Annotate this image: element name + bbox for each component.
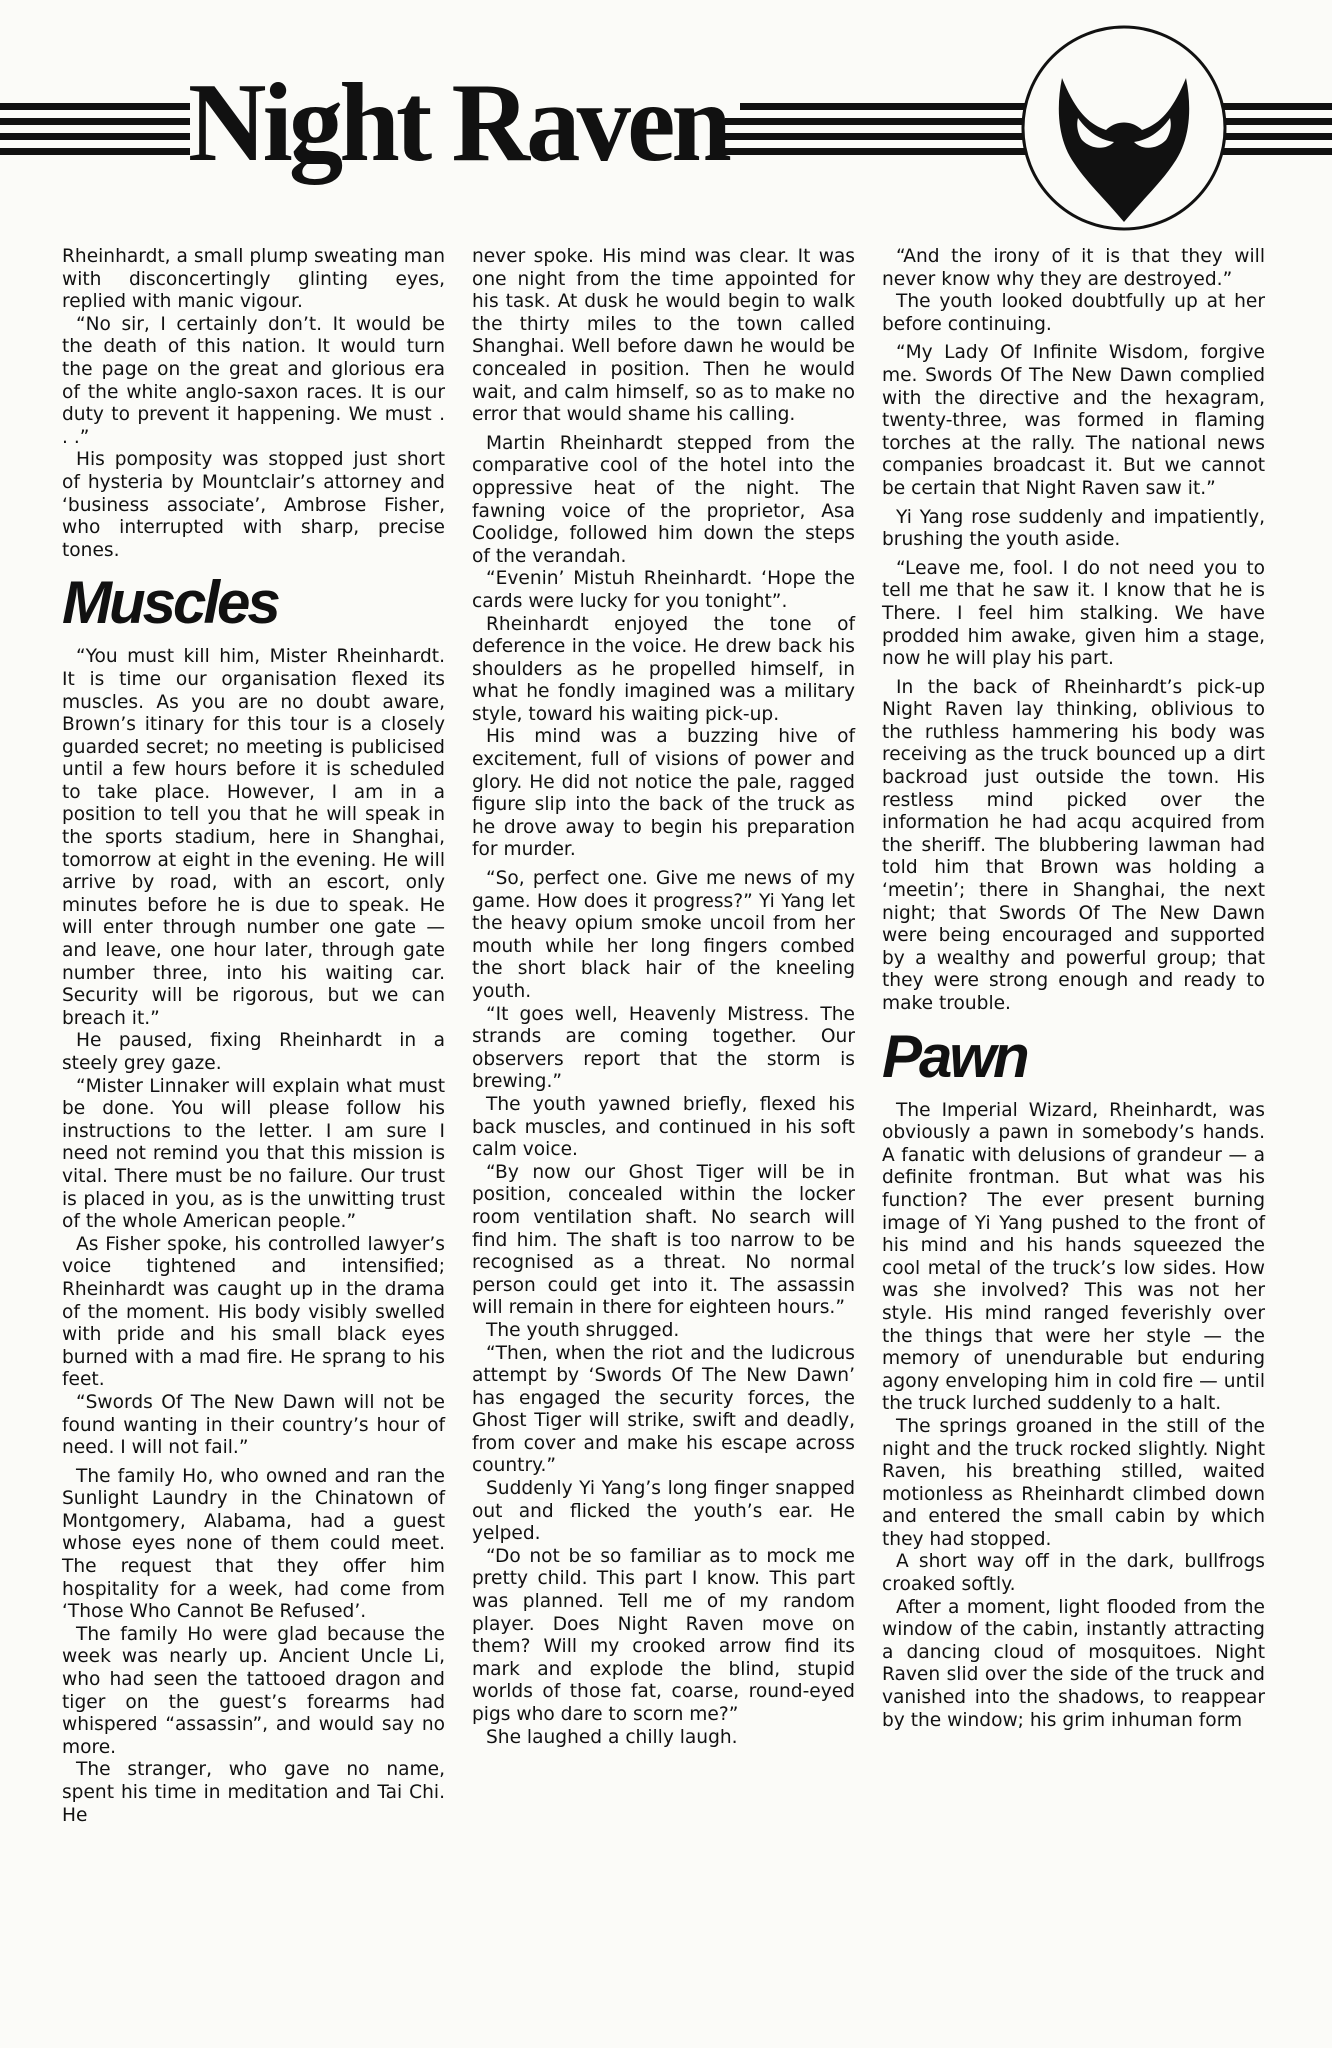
speed-line [0, 133, 190, 140]
paragraph: After a moment, light flooded from the window of the cabin, instantly attracting a dancing cloud of mosquitoes. Night Raven slid over the side of the truck and vanished into the shadows, to reappear by the window; his grim inhuman form [882, 1596, 1265, 1731]
paragraph: Rheinhardt, a small plump sweating man with disconcertingly glinting eyes, replied with manic vigour. [62, 246, 445, 313]
paragraph: Suddenly Yi Yang’s long finger snapped out and flicked the youth’s ear. He yelped. [472, 1478, 855, 1545]
section-heading-pawn: Pawn [882, 1022, 1027, 1090]
speed-line [725, 118, 1030, 125]
masthead [0, 0, 1332, 235]
paragraph: His pomposity was stopped just short of hysteria by Mountclair’s attorney and ‘business associate’, Ambrose Fisher, who interrupted with sharp, precise tones. [62, 449, 445, 561]
section-heading-muscles: Muscles [62, 569, 278, 637]
paragraph: “It goes well, Heavenly Mistress. The strands are coming together. Our observers report that the storm is brewing.” [472, 1003, 855, 1093]
paragraph: The youth shrugged. [486, 1319, 680, 1341]
speed-line [1218, 118, 1332, 125]
column-3 [882, 246, 1265, 1732]
speed-line [1218, 103, 1332, 110]
paragraph: The Imperial Wizard, Rheinhardt, was obviously a pawn in somebody’s hands. A fanatic with delusions of grandeur — a definite frontman. But what was his function? The ever present burning image of Yi Yang pushed to the front of his mind and his hands squeezed the cool metal of the truck’s low sides. How was she involved? This was not her style. His mind ranged feverishly over the things that were her style — the memory of unendurable but enduring agony enveloping him in cold fire — until the truck lurched suddenly to a halt. [882, 1099, 1265, 1415]
paragraph: “Swords Of The New Dawn will not be found wanting in their country’s hour of need. I will not fail.” [62, 1391, 445, 1459]
paragraph: Martin Rheinhardt stepped from the comparative cool of the hotel into the oppressive heat of the night. The fawning voice of the proprietor, Asa Coolidge, followed him down the steps of the verandah. [472, 432, 855, 567]
paragraph: Rheinhardt enjoyed the tone of deference in the voice. He drew back his shoulders as he propelled himself, in what he fondly imagined was a military style, toward his waiting pick-up. [472, 613, 855, 725]
paragraph: “By now our Ghost Tiger will be in position, concealed within the locker room ventilation shaft. No search will find him. The shaft is too narrow to be recognised as a threat. No normal person could get into it. The assassin will remain in there for eighteen hours.” [472, 1161, 855, 1319]
paragraph: He paused, fixing Rheinhardt in a steely grey gaze. [62, 1030, 445, 1074]
paragraph: The family Ho were glad because the week was nearly up. Ancient Uncle Li, who had seen the tattooed dragon and tiger on the guest’s forearms had whispered “assassin”, and would say no more. [62, 1623, 445, 1758]
paragraph: “Leave me, fool. I do not need you to tell me that he saw it. I know that he is There. I feel him stalking. We have prodded him awake, given him a stage, now he will play his part. [882, 557, 1265, 670]
paragraph: She laughed a chilly laugh. [486, 1726, 738, 1748]
paragraph: “My Lady Of Infinite Wisdom, forgive me. Swords Of The New Dawn complied with the directive and the hexagram, twenty-three, was formed in flaming torches at the rally. The national news companies broadcast it. But we cannot be certain that Night Raven saw it.” [882, 342, 1265, 499]
paragraph: The family Ho, who owned and ran the Sunlight Laundry in the Chinatown of Montgomery, Alabama, had a guest whose eyes none of them could meet. The request that they offer him hospitality for a week, had come from ‘Those Who Cannot Be Refused’. [62, 1465, 445, 1623]
column-2 [472, 246, 855, 1749]
paragraph: “Evenin’ Mistuh Rheinhardt. ‘Hope the cards were lucky for you tonight”. [472, 568, 855, 612]
masthead-banner [0, 0, 1332, 235]
paragraph: “Do not be so familiar as to mock me pretty child. This part I know. This part was planned. Tell me of my random player. Does Night Raven move on them? Will my crooked arrow find its mark and explode the blind, stupid worlds of those fat, coarse, round-eyed pigs who dare to scorn me?” [472, 1545, 855, 1725]
speed-line [740, 103, 1030, 110]
paragraph: “So, perfect one. Give me news of my game. How does it progress?” Yi Yang let the heavy opium smoke uncoil from her mouth while her long fingers combed the short black hair of the kneeling youth. [472, 868, 855, 1002]
speed-line [1218, 148, 1332, 155]
paragraph: A short way off in the dark, bullfrogs croaked softly. [882, 1551, 1265, 1596]
paragraph: “No sir, I certainly don’t. It would be the death of this nation. It would turn the page on the great and glorious era of the white anglo-saxon races. It is our duty to prevent it happening. We must . . .” [62, 313, 445, 448]
speed-line [720, 133, 1030, 140]
paragraph: “You must kill him, Mister Rheinhardt. It is time our organisation flexed its muscles. As you are no doubt aware, Brown’s itinary for this tour is a closely guarded secret; no meeting is publicised until a few hours before it is scheduled to take place. However, I am in a position to tell you that he will speak in the sports stadium, here in Shanghai, tomorrow at eight in the evening. He will arrive by road, with an escort, only minutes before he is due to speak. He will enter through number one gate — and leave, one hour later, through gate number three, into his waiting car. Security will be rigorous, but we can breach it.” [62, 646, 445, 1029]
paragraph: “Then, when the riot and the ludicrous attempt by ‘Swords Of The New Dawn’ has engaged the security forces, the Ghost Tiger will strike, swift and deadly, from cover and make his escape across country.” [472, 1342, 855, 1477]
paragraph: The stranger, who gave no name, spent his time in meditation and Tai Chi. He [62, 1759, 445, 1826]
paragraph: never spoke. His mind was clear. It was one night from the time appointed for his task. At dusk he would begin to walk the thirty miles to the town called Shanghai. Well before dawn he would be concealed in position. Then he would wait, and calm himself, so as to make no error that would shame his calling. [472, 246, 855, 426]
speed-line [0, 148, 190, 155]
paragraph: As Fisher spoke, his controlled lawyer’s voice tightened and intensified; Rheinhardt was caught up in the drama of the moment. His body visibly swelled with pride and his small black eyes burned with a mad fire. He sprang to his feet. [62, 1233, 445, 1391]
paragraph: The youth looked doubtfully up at her before continuing. [882, 291, 1265, 335]
paragraph: “Mister Linnaker will explain what must be done. You will please follow his instructions to the letter. I am sure I need not remind you that this mission is vital. There must be no failure. Our trust is placed in you, as is the unwitting trust of the whole American people.” [62, 1075, 445, 1233]
raven-mask-emblem-icon [1023, 27, 1225, 229]
paragraph: The youth yawned briefly, flexed his back muscles, and continued in his soft calm voice. [472, 1093, 855, 1161]
paragraph: Yi Yang rose suddenly and impatiently, brushing the youth aside. [882, 506, 1265, 551]
masthead-title: Night Raven [188, 61, 731, 185]
speed-line [1218, 133, 1332, 140]
paragraph: The springs groaned in the still of the night and the truck rocked slightly. Night Raven, his breathing stilled, waited motionless as Rheinhardt climbed down and entered the small cabin by which they had stopped. [882, 1415, 1265, 1550]
paragraph: His mind was a buzzing hive of excitement, full of visions of power and glory. He did not notice the pale, ragged figure slip into the back of the truck as he drove away to begin his preparation for murder. [472, 726, 855, 861]
speed-line [0, 103, 190, 110]
paragraph: “And the irony of it is that they will never know why they are destroyed.” [882, 246, 1265, 290]
paragraph: In the back of Rheinhardt’s pick-up Night Raven lay thinking, oblivious to the ruthless hammering his body was receiving as the truck bounced up a dirt backroad just outside the town. His restless mind picked over the information he had acqu acquired from the sheriff. The blubbering lawman had told him that Brown was holding a ‘meetin’; there in Shanghai, the next night; that Swords Of The New Dawn were being encouraged and supported by a wealthy and powerful group; that they were strong enough and ready to make trouble. [882, 676, 1265, 1014]
speed-line [720, 148, 1030, 155]
column-1 [62, 246, 445, 1827]
speed-line [0, 118, 190, 125]
